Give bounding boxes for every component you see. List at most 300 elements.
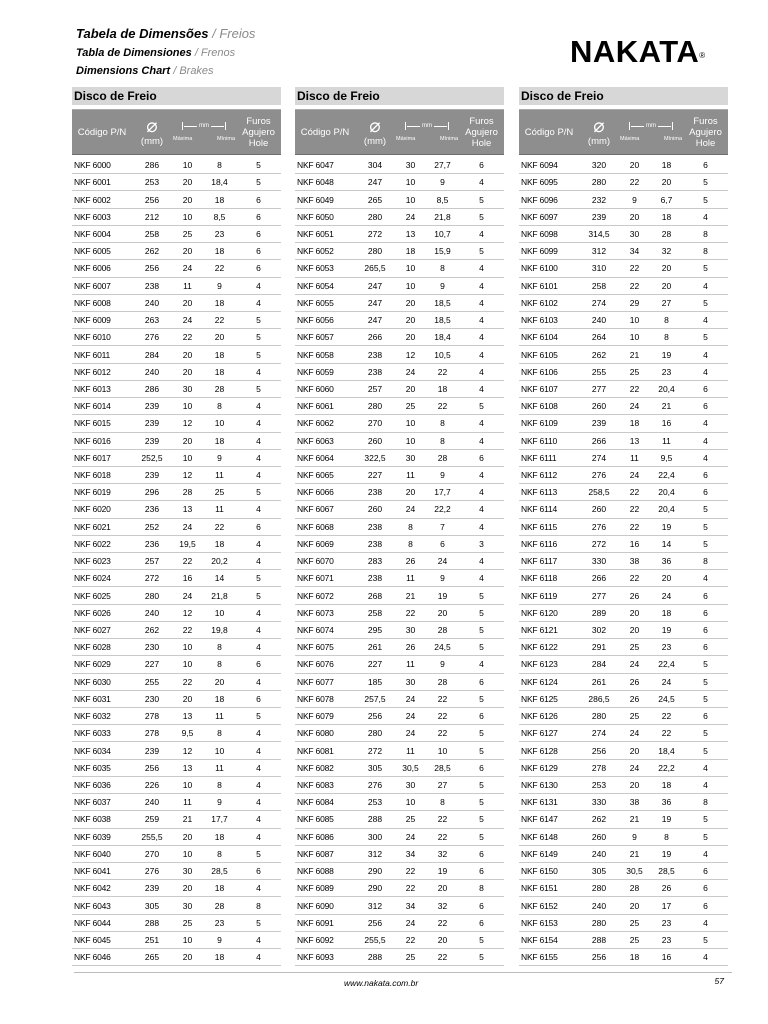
holes-cell: 4 (256, 814, 261, 825)
table-row (519, 536, 728, 553)
table-row (519, 915, 728, 932)
min-thickness-cell: 25 (214, 487, 225, 498)
holes-cell: 4 (703, 349, 708, 360)
table-row (72, 346, 281, 363)
max-thickness-cell: 29 (629, 297, 640, 308)
table-row (72, 880, 281, 897)
holes-cell: 6 (479, 917, 484, 928)
max-thickness-cell: 34 (405, 848, 416, 859)
diameter-cell: 305 (144, 900, 160, 911)
table-row (519, 742, 728, 759)
min-thickness-cell: 22 (437, 711, 448, 722)
table-row (519, 415, 728, 432)
holes-cell: 6 (479, 762, 484, 773)
max-thickness-cell: 13 (629, 435, 640, 446)
max-thickness-cell: 20 (405, 315, 416, 326)
max-thickness-cell: 10 (405, 797, 416, 808)
table-body (295, 157, 504, 966)
max-thickness-cell: 11 (406, 470, 415, 481)
max-thickness-cell: 20 (182, 246, 193, 257)
diameter-icon: ⌀ (593, 116, 605, 137)
table-row (519, 467, 728, 484)
dimension-arrow-icon (629, 121, 673, 131)
part-number-cell: NKF 6036 (74, 779, 111, 790)
diameter-cell: 262 (591, 814, 607, 825)
table-title: Disco de Freio (72, 87, 281, 105)
holes-cell: 5 (256, 848, 261, 859)
min-thickness-cell: 9 (217, 280, 222, 291)
max-thickness-cell: 22 (629, 263, 640, 274)
table-row (519, 312, 728, 329)
part-number-cell: NKF 6071 (297, 573, 334, 584)
part-number-cell: NKF 6068 (297, 521, 334, 532)
holes-cell: 4 (479, 366, 484, 377)
table-header (295, 109, 504, 155)
holes-cell: 4 (256, 745, 261, 756)
min-thickness-cell: 22 (437, 728, 448, 739)
part-number-cell: NKF 6076 (297, 659, 334, 670)
table-row (519, 811, 728, 828)
table-row (295, 863, 504, 880)
min-thickness-cell: 22,4 (658, 659, 675, 670)
min-thickness-cell: 8,5 (213, 211, 226, 222)
part-number-cell: NKF 6047 (297, 160, 334, 171)
table-row (72, 656, 281, 673)
holes-cell: 4 (479, 280, 484, 291)
max-thickness-cell: 10 (182, 211, 193, 222)
diameter-cell: 256 (144, 194, 160, 205)
holes-cell: 4 (479, 349, 484, 360)
table-row (519, 450, 728, 467)
holes-cell: 5 (703, 194, 708, 205)
min-thickness-cell: 36 (661, 797, 672, 808)
diameter-cell: 314,5 (588, 228, 610, 239)
max-thickness-cell: 28 (629, 883, 640, 894)
min-thickness-cell: 28,5 (434, 762, 451, 773)
table-body (72, 157, 281, 966)
diameter-cell: 276 (367, 779, 383, 790)
diameter-cell: 253 (591, 779, 607, 790)
max-thickness-cell: 18 (629, 952, 640, 963)
part-number-cell: NKF 6009 (74, 315, 111, 326)
part-number-cell: NKF 6093 (297, 952, 334, 963)
max-thickness-cell: 20 (182, 177, 193, 188)
diameter-cell: 302 (591, 625, 607, 636)
max-thickness-cell: 38 (629, 797, 640, 808)
part-number-cell: NKF 6040 (74, 848, 111, 859)
table-row (519, 364, 728, 381)
diameter-cell: 312 (591, 246, 607, 257)
min-thickness-cell: 28 (437, 625, 448, 636)
max-thickness-cell: 12 (182, 607, 193, 618)
max-thickness-cell: 20 (629, 211, 640, 222)
min-thickness-cell: 18,4 (434, 332, 451, 343)
min-thickness-cell: 19 (661, 848, 672, 859)
min-thickness-cell: 10,7 (434, 228, 451, 239)
table-row (295, 364, 504, 381)
part-number-cell: NKF 6080 (297, 728, 334, 739)
min-thickness-cell: 22,4 (658, 470, 675, 481)
part-number-cell: NKF 6017 (74, 452, 111, 463)
table-row (295, 811, 504, 828)
part-number-cell: NKF 6109 (521, 418, 558, 429)
holes-cell: 6 (256, 693, 261, 704)
table-row (295, 312, 504, 329)
diameter-cell: 288 (144, 917, 160, 928)
holes-cell: 4 (479, 332, 484, 343)
part-number-cell: NKF 6060 (297, 383, 334, 394)
table-row (72, 932, 281, 949)
max-thickness-cell: 24 (405, 831, 416, 842)
holes-cell: 4 (479, 504, 484, 515)
table-row (72, 519, 281, 536)
holes-cell: 6 (256, 659, 261, 670)
diameter-cell: 286,5 (588, 693, 610, 704)
diameter-cell: 288 (367, 814, 383, 825)
diameter-cell: 280 (144, 590, 160, 601)
max-thickness-cell: 9 (632, 194, 637, 205)
max-thickness-cell: 30,5 (402, 762, 419, 773)
min-thickness-cell: 20,4 (658, 504, 675, 515)
holes-cell: 4 (479, 659, 484, 670)
table-row (295, 674, 504, 691)
max-thickness-cell: 19,5 (179, 538, 196, 549)
max-thickness-cell: 24 (405, 917, 416, 928)
diameter-cell: 288 (367, 952, 383, 963)
max-thickness-cell: 24 (182, 315, 193, 326)
max-thickness-cell: 21 (629, 814, 640, 825)
max-thickness-cell: 22 (182, 556, 193, 567)
holes-cell: 4 (479, 487, 484, 498)
holes-cell: 4 (479, 418, 484, 429)
part-number-cell: NKF 6092 (297, 934, 334, 945)
max-thickness-cell: 24 (182, 521, 193, 532)
min-thickness-cell: 18 (214, 194, 225, 205)
min-thickness-cell: 22,2 (658, 762, 675, 773)
min-thickness-cell: 17,7 (434, 487, 451, 498)
max-thickness-cell: 10 (182, 934, 193, 945)
table-row (295, 501, 504, 518)
max-thickness-cell: 26 (405, 642, 416, 653)
part-number-cell: NKF 6085 (297, 814, 334, 825)
min-thickness-cell: 20 (437, 934, 448, 945)
min-thickness-cell: 17 (661, 900, 672, 911)
diameter-cell: 240 (591, 315, 607, 326)
table-row (72, 777, 281, 794)
min-thickness-cell: 20 (661, 177, 672, 188)
min-thickness-cell: 9,5 (660, 452, 673, 463)
min-thickness-cell: 18 (661, 211, 672, 222)
part-number-cell: NKF 6028 (74, 642, 111, 653)
max-thickness-cell: 30 (182, 866, 193, 877)
max-thickness-cell: 30 (405, 676, 416, 687)
max-thickness-cell: 21 (629, 848, 640, 859)
diameter-cell: 227 (144, 659, 160, 670)
max-thickness-cell: 10 (182, 642, 193, 653)
max-thickness-cell: 30 (182, 383, 193, 394)
diameter-cell: 258 (367, 607, 383, 618)
diameter-cell: 330 (591, 556, 607, 567)
part-number-cell: NKF 6048 (297, 177, 334, 188)
part-number-cell: NKF 6058 (297, 349, 334, 360)
holes-cell: 5 (479, 194, 484, 205)
max-thickness-cell: 25 (405, 952, 416, 963)
part-number-cell: NKF 6077 (297, 676, 334, 687)
table-row (72, 209, 281, 226)
table-row (519, 829, 728, 846)
diameter-unit: (mm) (587, 136, 611, 147)
page-footer (74, 972, 732, 991)
diameter-cell: 272 (591, 538, 607, 549)
holes-cell: 5 (256, 487, 261, 498)
min-thickness-cell: 18 (214, 538, 225, 549)
holes-cell: 4 (256, 418, 261, 429)
part-number-cell: NKF 6106 (521, 366, 558, 377)
holes-cell: 4 (256, 831, 261, 842)
diameter-cell: 290 (367, 883, 383, 894)
max-thickness-cell: 22 (629, 521, 640, 532)
table-row (295, 587, 504, 604)
part-number-cell: NKF 6091 (297, 917, 334, 928)
table-row (295, 622, 504, 639)
max-thickness-cell: 25 (405, 814, 416, 825)
min-thickness-cell: 7 (440, 521, 445, 532)
brake-disc-table (519, 87, 728, 966)
diameter-cell: 239 (591, 211, 607, 222)
min-thickness-cell: 11 (215, 711, 224, 722)
part-number-cell: NKF 6119 (521, 590, 558, 601)
max-thickness-cell: 20 (405, 383, 416, 394)
brake-disc-table (295, 87, 504, 966)
min-thickness-cell: 8 (664, 831, 669, 842)
holes-cell: 4 (256, 297, 261, 308)
part-number-cell: NKF 6107 (521, 383, 558, 394)
holes-cell: 5 (703, 676, 708, 687)
diameter-cell: 274 (591, 728, 607, 739)
table-row (72, 174, 281, 191)
table-row (72, 536, 281, 553)
min-thickness-cell: 23 (661, 917, 672, 928)
part-number-cell: NKF 6111 (521, 452, 557, 463)
holes-cell: 5 (479, 745, 484, 756)
max-thickness-cell: 20 (182, 194, 193, 205)
diameter-cell: 230 (144, 693, 160, 704)
min-thickness-cell: 22,2 (434, 504, 451, 515)
part-number-cell: NKF 6067 (297, 504, 334, 515)
part-number-cell: NKF 6147 (521, 814, 558, 825)
min-thickness-cell: 28 (437, 676, 448, 687)
max-thickness-cell: 13 (405, 228, 416, 239)
min-thickness-cell: 17,7 (211, 814, 228, 825)
diameter-cell: 277 (591, 383, 607, 394)
min-thickness-cell: 22 (437, 814, 448, 825)
min-thickness-cell: 20,4 (658, 383, 675, 394)
part-number-cell: NKF 6045 (74, 934, 111, 945)
min-thickness-cell: 18 (214, 349, 225, 360)
diameter-cell: 290 (367, 866, 383, 877)
min-thickness-cell: 18 (214, 693, 225, 704)
table-row (295, 260, 504, 277)
diameter-cell: 330 (591, 797, 607, 808)
table-row (519, 777, 728, 794)
max-thickness-cell: 10 (405, 435, 416, 446)
diameter-cell: 227 (367, 470, 383, 481)
diameter-cell: 280 (591, 711, 607, 722)
min-thickness-cell: 10 (214, 418, 225, 429)
min-thickness-cell: 24,5 (434, 642, 451, 653)
table-row (295, 243, 504, 260)
table-row (72, 897, 281, 914)
holes-cell: 8 (703, 797, 708, 808)
diameter-cell: 252 (144, 521, 160, 532)
part-number-cell: NKF 6039 (74, 831, 111, 842)
max-thickness-cell: 22 (629, 280, 640, 291)
diameter-cell: 280 (591, 177, 607, 188)
max-thickness-cell: 22 (405, 934, 416, 945)
min-thickness-cell: 14 (661, 538, 672, 549)
part-number-cell: NKF 6037 (74, 797, 111, 808)
table-row (519, 863, 728, 880)
table-row (72, 587, 281, 604)
holes-cell: 5 (256, 177, 261, 188)
diameter-cell: 266 (591, 435, 607, 446)
diameter-cell: 270 (367, 418, 383, 429)
holes-cell: 6 (703, 900, 708, 911)
diameter-cell: 280 (591, 883, 607, 894)
table-row (519, 639, 728, 656)
part-number-cell: NKF 6084 (297, 797, 334, 808)
min-thickness-cell: 22 (437, 401, 448, 412)
part-number-cell: NKF 6100 (521, 263, 558, 274)
diameter-unit: (mm) (363, 136, 387, 147)
table-row (519, 570, 728, 587)
min-thickness-cell: 19 (661, 521, 672, 532)
max-thickness-cell: 20 (182, 883, 193, 894)
max-thickness-cell: 20 (629, 625, 640, 636)
min-thickness-cell: 10 (214, 607, 225, 618)
table-row (72, 794, 281, 811)
holes-cell: 4 (256, 625, 261, 636)
table-row (295, 536, 504, 553)
table-row (519, 760, 728, 777)
max-thickness-cell: 25 (629, 366, 640, 377)
max-thickness-cell: 26 (629, 676, 640, 687)
part-number-cell: NKF 6005 (74, 246, 111, 257)
max-thickness-cell: 24 (629, 401, 640, 412)
holes-cell: 4 (256, 676, 261, 687)
table-row (72, 639, 281, 656)
max-thickness-cell: 18 (629, 418, 640, 429)
header-code: Código P/N (77, 126, 127, 138)
part-number-cell: NKF 6030 (74, 676, 111, 687)
diameter-cell: 280 (367, 728, 383, 739)
table-row (72, 295, 281, 312)
min-thickness-cell: 8 (217, 728, 222, 739)
part-number-cell: NKF 6066 (297, 487, 334, 498)
table-row (519, 794, 728, 811)
diameter-cell: 212 (144, 211, 160, 222)
max-thickness-cell: 30 (182, 900, 193, 911)
table-row (72, 570, 281, 587)
max-thickness-cell: 22 (629, 177, 640, 188)
part-number-cell: NKF 6151 (521, 883, 558, 894)
diameter-cell: 276 (591, 521, 607, 532)
diameter-cell: 260 (591, 401, 607, 412)
table-row (519, 691, 728, 708)
min-thickness-cell: 20 (437, 607, 448, 618)
table-row (72, 381, 281, 398)
diameter-icon: ⌀ (146, 116, 158, 137)
table-row (519, 932, 728, 949)
max-thickness-cell: 13 (182, 762, 193, 773)
min-thickness-cell: 8 (440, 797, 445, 808)
part-number-cell: NKF 6059 (297, 366, 334, 377)
table-row (72, 863, 281, 880)
part-number-cell: NKF 6125 (521, 693, 558, 704)
diameter-cell: 266 (367, 332, 383, 343)
holes-cell: 5 (479, 728, 484, 739)
max-thickness-cell: 20 (629, 779, 640, 790)
diameter-cell: 258 (144, 228, 160, 239)
part-number-cell: NKF 6090 (297, 900, 334, 911)
diameter-cell: 256 (367, 917, 383, 928)
table-row (72, 260, 281, 277)
max-thickness-cell: 13 (182, 711, 193, 722)
max-thickness-cell: 11 (406, 659, 415, 670)
part-number-cell: NKF 6082 (297, 762, 334, 773)
table-row (519, 243, 728, 260)
table-row (295, 415, 504, 432)
holes-cell: 5 (479, 246, 484, 257)
diameter-cell: 247 (367, 177, 383, 188)
holes-cell: 5 (479, 952, 484, 963)
diameter-cell: 185 (367, 676, 383, 687)
max-thickness-cell: 22 (405, 883, 416, 894)
holes-cell: 6 (703, 383, 708, 394)
holes-cell: 5 (703, 728, 708, 739)
part-number-cell: NKF 6155 (521, 952, 558, 963)
diameter-cell: 295 (367, 625, 383, 636)
max-thickness-cell: 25 (629, 917, 640, 928)
max-thickness-cell: 10 (182, 401, 193, 412)
table-row (295, 570, 504, 587)
diameter-icon: ⌀ (369, 116, 381, 137)
table-row (519, 880, 728, 897)
table-row (295, 829, 504, 846)
table-row (519, 398, 728, 415)
table-row (72, 949, 281, 966)
holes-cell: 4 (479, 573, 484, 584)
diameter-cell: 276 (144, 332, 160, 343)
min-thickness-cell: 8 (664, 315, 669, 326)
table-title: Disco de Freio (295, 87, 504, 105)
part-number-cell: NKF 6007 (74, 280, 111, 291)
min-thickness-cell: 20 (661, 263, 672, 274)
min-thickness-cell: 6 (440, 538, 445, 549)
table-row (295, 777, 504, 794)
holes-cell: 5 (256, 315, 261, 326)
max-thickness-cell: 10 (405, 177, 416, 188)
table-row (295, 760, 504, 777)
diameter-cell: 257,5 (364, 693, 386, 704)
table-row (72, 467, 281, 484)
holes-cell: 4 (256, 952, 261, 963)
diameter-cell: 240 (144, 297, 160, 308)
table-row (72, 398, 281, 415)
max-thickness-cell: 10 (182, 848, 193, 859)
part-number-cell: NKF 6026 (74, 607, 111, 618)
max-thickness-cell: 8 (408, 521, 413, 532)
